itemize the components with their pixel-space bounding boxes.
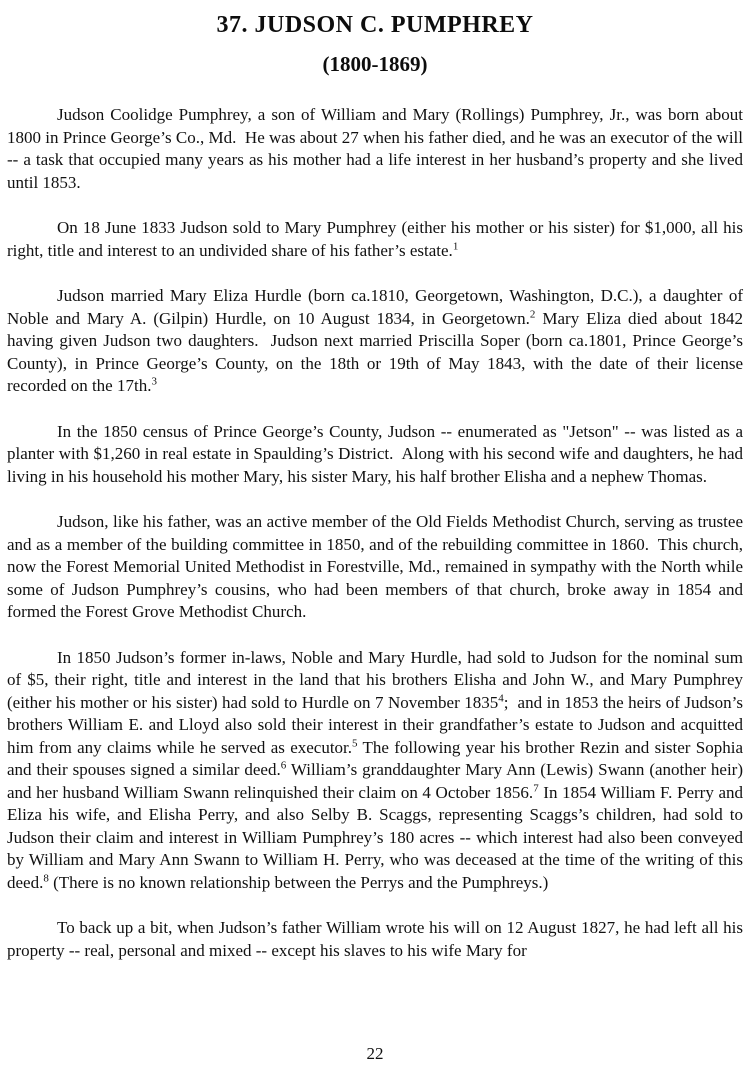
paragraph (7, 421, 748, 489)
body-paragraphs (7, 104, 748, 962)
paragraph-text: The following year his brother Rezin and sister Sophia and their spouses signed a similar deed. (7, 737, 748, 779)
page-subtitle: (1800-1869) (322, 52, 428, 76)
footnote-marker: 5 (352, 736, 358, 749)
paragraph-text: Judson, like his father, was an active member of the Old Fields Methodist Church, serving as trustee and as a member of the building committee in 1850, and of the rebuilding committee in 1860. This church, now the Forest Memorial United Methodist in Forestville, Md., remained in sympathy with the North while some of Judson Pumphrey’s cousins, who had been members of that church, broke away in 1854 and formed the Forest Grove Methodist Church. (7, 512, 748, 621)
footnote-marker: 1 (452, 239, 459, 252)
paragraph-text: In 1850 Judson’s former in-laws, Noble and Mary Hurdle, had sold to Judson for the nominal sum of $5, their right, title and interest in the land that his brothers Elisha and John W., and Mary Pumphrey (either his mother or his sister) had sold to Hurdle on 7 November 1835 (7, 647, 748, 712)
paragraph (7, 647, 748, 895)
paragraph (7, 104, 748, 194)
paragraph (7, 217, 748, 262)
footnote-marker: 4 (498, 691, 504, 704)
paragraph-text: Mary Eliza died about 1842 having given Judson two daughters. Judson next married Priscilla Soper (born ca.1801, Prince George’s County), in Prince George’s County, on the 18th or 19th of May 1843, with the date of their license recorded on the 17th. (7, 308, 748, 395)
paragraph-text: Judson Coolidge Pumphrey, a son of William and Mary (Rollings) Pumphrey, Jr., was born about 1800 in Prince George’s Co., Md. He was about 27 when his father died, and he was an executor of the will -- a task that occupied many years as his mother had a life interest in her husband’s property and she lived until 1853. (7, 105, 748, 192)
footnote-marker: 7 (533, 781, 539, 794)
paragraph-text: In 1854 William F. Perry and Eliza his wife, and Elisha Perry, and also Selby B. Scaggs, representing Scaggs’s children, had sold to Judson their claim and interest in William Pumphrey’s 180 acres -- which interest had also been conveyed by William and Mary Ann Swann to William H. Perry, who was deceased at the time of the writing of this deed. (7, 782, 748, 892)
paragraph (7, 285, 748, 398)
footnote-marker: 8 (43, 871, 49, 884)
paragraph-text: ; and in 1853 the heirs of Judson’s brothers William E. and Lloyd also sold their interest in their grandfather’s estate to Judson and acquitted him from any claims while he served as executor. (7, 692, 748, 757)
footnote-marker: 6 (280, 759, 287, 772)
page-number: 22 (366, 1044, 384, 1063)
footnote-marker: 2 (529, 307, 536, 320)
paragraph (7, 917, 748, 962)
paragraph (7, 511, 748, 624)
paragraph-text: William’s granddaughter Mary Ann (Lewis) Swann (another heir) and her husband William Swann relinquished their claim on 4 October 1856. (7, 760, 748, 802)
footnote-marker: 3 (151, 375, 157, 388)
paragraph-text: (There is no known relationship between the Perrys and the Pumphreys.) (48, 872, 549, 892)
paragraph-text: To back up a bit, when Judson’s father William wrote his will on 12 August 1827, he had left all his property -- real, personal and mixed -- except his slaves to his wife Mary for (7, 918, 748, 960)
page-title: 37. JUDSON C. PUMPHREY (216, 12, 534, 38)
paragraph-text: On 18 June 1833 Judson sold to Mary Pumphrey (either his mother or his sister) for $1,000, all his right, title and interest to an undivided share of his father’s estate. (7, 218, 748, 260)
paragraph-text: Judson married Mary Eliza Hurdle (born ca.1810, Georgetown, Washington, D.C.), a daughter of Noble and Mary A. (Gilpin) Hurdle, on 10 August 1834, in Georgetown. (7, 286, 748, 328)
paragraph-text: In the 1850 census of Prince George’s County, Judson -- enumerated as "Jetson" -- was listed as a planter with $1,260 in real estate in Spaulding’s District. Along with his second wife and daughters, he had living in his household his mother Mary, his sister Mary, his half brother Elisha and a nephew Thomas. (7, 421, 748, 486)
